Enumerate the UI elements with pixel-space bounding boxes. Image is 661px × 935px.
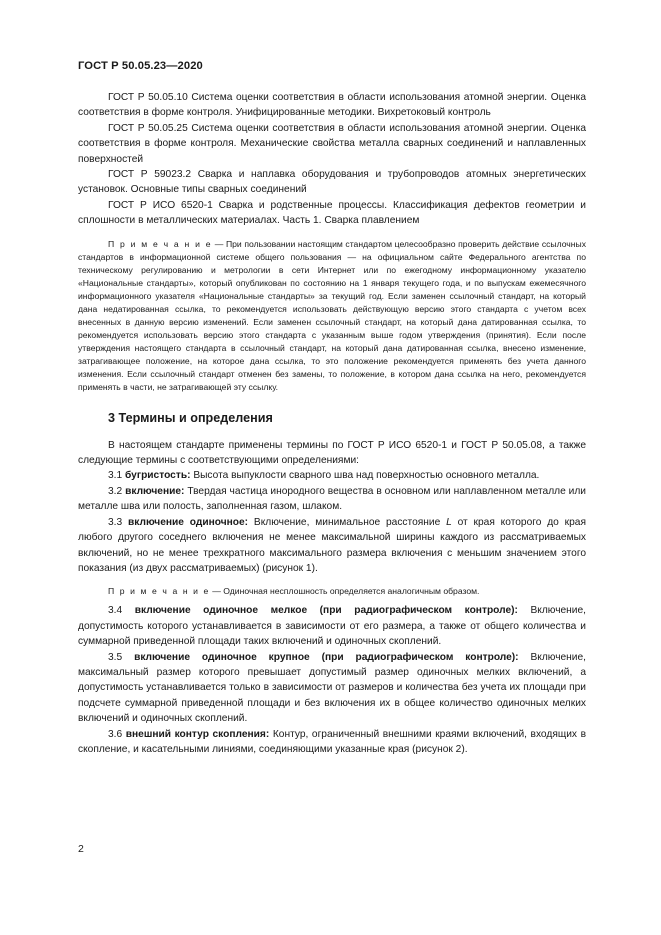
term-definition <box>78 603 586 649</box>
note-text: — Одиночная несплошность определяется аналогичным образом. <box>209 586 480 597</box>
term-text: от края которого до края любого другого соседнего включения не менее максимальной ширины каждого из рассматриваемых включений, но не менее трехкратного максимального размера включения с меньшим значением этого показания (из двух рассматриваемых) (рисунок 1). <box>78 516 586 574</box>
term-title: включение: <box>125 485 185 497</box>
term-definition <box>78 515 586 577</box>
page-number: 2 <box>78 843 84 855</box>
reference-item: ГОСТ Р ИСО 6520-1 Сварка и родственные процессы. Классификация дефектов геометрии и сплошности в металлических материалах. Часть 1. Сварка плавлением <box>78 199 586 227</box>
term-title: включение одиночное мелкое (при радиографическом контроле): <box>134 605 518 617</box>
section-intro: В настоящем стандарте применены термины по ГОСТ Р ИСО 6520-1 и ГОСТ Р 50.05.08, а также следующие термины с соответствующими определениями: <box>78 439 586 467</box>
term-title: бугристость: <box>125 470 191 482</box>
note-label: П р и м е ч а н и е <box>108 586 210 597</box>
term-definition <box>78 468 586 483</box>
note-text: — При пользовании настоящим стандартом целесообразно проверить действие ссылочных стандартов в информационной системе общего пользования — на официальном сайте Федерального агентства по техническому регулированию и метрологии в сети Интернет или по ежегодному информационному указателю «Национальные стандарты», который опубликован по состоянию на 1 января текущего года, и по выпускам ежемесячного информационного указателя «Национальные стандарты» за текущий год. Если заменен ссылочный стандарт, на который дана недатированная ссылка, то рекомендуется использовать действующую версию этого стандарта с учетом всех внесенных в данную версию изменений. Если заменен ссылочный стандарт, на который дана датированная ссылка, то рекомендуется использовать версию этого стандарта с указанным выше годом утверждения (принятия). Если после утверждения настоящего стандарта в ссылочный стандарт, на который дана датированная ссылка, внесено изменение, затрагивающее положение, на которое дана ссылка, то это положение рекомендуется применять без учета данного изменения. Если ссылочный стандарт отменен без замены, то положение, в котором дана ссылка на него, рекомендуется применять в части, не затрагивающей эту ссылку. <box>78 238 587 392</box>
term-definition <box>78 727 586 758</box>
term-title: включение одиночное крупное (при радиографическом контроле): <box>134 651 519 663</box>
term-number: 3.4 <box>108 605 135 617</box>
reference-item: ГОСТ Р 50.05.10 Система оценки соответствия в области использования атомной энергии. Оценка соответствия в форме контроля. Унифицированные методики. Вихретоковый контроль <box>78 92 586 119</box>
reference-item: ГОСТ Р 50.05.25 Система оценки соответствия в области использования атомной энергии. Оценка соответствия в форме контроля. Механические свойства металла сварных соединений и наплавленных поверхностей <box>78 122 586 165</box>
term-definition <box>78 650 586 727</box>
note-paragraph <box>78 238 586 394</box>
term-text: Включение, минимальное расстояние <box>248 516 447 528</box>
term-text: Контур, ограниченный внешними краями включений, входящих в скопление, и касательными линиями, соединяющими указанные края (рисунок 2). <box>78 728 586 755</box>
term-text: Включение, максимальный размер которого превышает допустимый размер одиночных мелких включений, а допустимость устанавливается только в зависимости от размеров и количества без учета их площади при подсчете суммарной приведенной площади и без включения их в общее количество одиночных мелких включений и одиночных скоплений. <box>78 651 586 725</box>
term-title: включение одиночное: <box>128 516 249 528</box>
note-paragraph <box>78 585 586 598</box>
reference-item: ГОСТ Р 59023.2 Сварка и наплавка оборудования и трубопроводов атомных энергетических установок. Основные типы сварных соединений <box>78 169 586 196</box>
section-heading: 3 Термины и определения <box>108 410 273 425</box>
document-id-header: ГОСТ Р 50.05.23—2020 <box>78 60 203 72</box>
term-number: 3.2 <box>108 485 126 497</box>
term-title: внешний контур скопления: <box>125 728 270 740</box>
term-definition <box>78 484 586 515</box>
term-number: 3.6 <box>108 728 126 740</box>
term-text: Включение, допустимость которого устанавливается в зависимости от его размера, а также от общего количества и суммарной приведенной площади таких включений и одиночных скоплений. <box>78 605 586 648</box>
term-number: 3.1 <box>108 470 125 482</box>
term-number: 3.5 <box>108 651 135 663</box>
term-number: 3.3 <box>108 516 129 528</box>
note-label: П р и м е ч а н и е <box>108 238 213 249</box>
term-text: Высота выпуклости сварного шва над поверхностью основного металла. <box>190 470 540 482</box>
term-text: Твердая частица инородного вещества в основном или наплавленном металле или металле шва или полость, заполненная газом, шлаком. <box>78 485 586 513</box>
page-content <box>78 90 586 757</box>
term-variable: L <box>446 516 452 528</box>
